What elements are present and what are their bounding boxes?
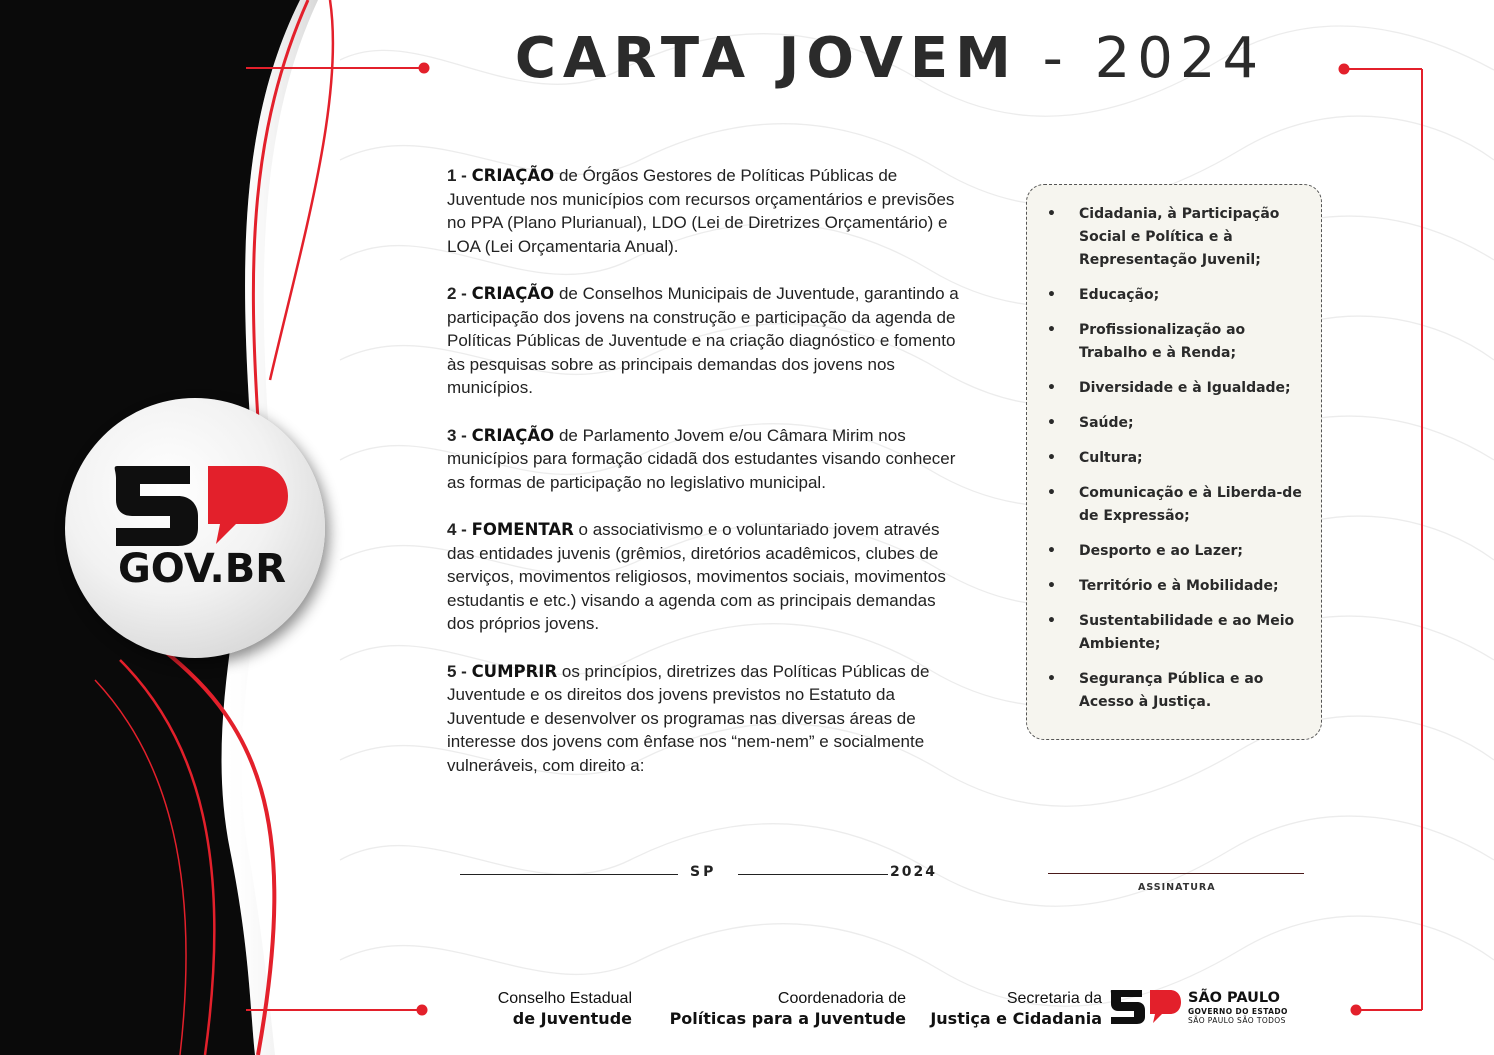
title-year: 2024 [1094, 26, 1266, 91]
footer-org-line-strong: de Juventude [512, 1009, 632, 1028]
footer-org-line: Secretaria da [1006, 990, 1102, 1007]
list-item [1047, 377, 1311, 400]
paragraph-2 [447, 282, 967, 400]
paragraph-keyword: CRIAÇÃO [471, 425, 555, 445]
list-item [1047, 284, 1311, 307]
paragraph-keyword: CRIAÇÃO [471, 284, 555, 303]
bullet-icon: • [1047, 287, 1056, 303]
gov-br-logo-text: GOV.BR [117, 546, 287, 592]
sp-government-logo-icon [1110, 990, 1182, 1024]
paragraph-text: o associativismo e o voluntariado jovem através das entidades juvenis (grêmios, diretórios acadêmicos, clubes de serviços, movimentos religiosos, movimentos sociais, movimentos estudantis e etc.) visando a agenda com as principais demandas dos próprios jovens. [447, 520, 946, 633]
footer-org-conselho [470, 989, 632, 1029]
paragraph-number: 5 - [447, 661, 467, 681]
footer-org-line-strong: Políticas para a Juventude [669, 1009, 906, 1028]
paragraph-keyword: FOMENTAR [471, 520, 574, 539]
list-item-text: Desporto e ao Lazer; [1079, 543, 1244, 559]
list-item [1047, 482, 1311, 528]
paragraph-text: os princípios, diretrizes das Políticas Públicas de Juventude e os direitos dos jovens previstos no Estatuto da Juventude e desenvolver os programas nas diversas áreas de interesse dos jovens com ênfase nos “nem-nem” e socialmente vulneráveis, com direito a: [447, 661, 930, 775]
bullet-icon: • [1047, 415, 1056, 431]
list-item-text: Território e à Mobilidade; [1079, 578, 1279, 594]
list-item-text: Cultura; [1079, 450, 1143, 466]
bullet-icon: • [1047, 206, 1056, 222]
paragraph-keyword: CRIAÇÃO [471, 166, 555, 185]
paragraph-number: 4 - [447, 520, 467, 539]
paragraph-number: 2 - [447, 284, 467, 303]
paragraph-text: de Parlamento Jovem e/ou Câmara Mirim nos municípios para formação cidadã dos estudantes visando conhecer as formas de participação no legislativo municipal. [447, 425, 956, 492]
paragraph-number: 3 - [447, 425, 467, 445]
page-title [380, 26, 1400, 91]
list-item [1047, 412, 1311, 435]
bullet-icon: • [1047, 322, 1056, 338]
paragraph-keyword: CUMPRIR [471, 661, 558, 681]
sp-brand-text [1188, 990, 1288, 1025]
title-separator: - [1042, 26, 1070, 91]
brand-name: SÃO PAULO [1188, 990, 1280, 1006]
bullet-icon: • [1047, 578, 1056, 594]
bullet-icon: • [1047, 613, 1056, 629]
list-item [1047, 447, 1311, 470]
rights-list-panel [1026, 184, 1322, 740]
footer-org-line: Conselho Estadual [497, 990, 632, 1007]
list-item-text: Sustentabilidade e ao Meio Ambiente; [1079, 613, 1295, 652]
date-line [738, 874, 888, 875]
brand-subtitle: GOVERNO DO ESTADO [1188, 1007, 1288, 1016]
footer-org-line-strong: Justiça e Cidadania [930, 1009, 1102, 1028]
paragraph-5 [447, 660, 967, 778]
paragraph-number: 1 - [447, 166, 467, 185]
rights-list [1027, 185, 1321, 714]
footer-org-secretaria [920, 989, 1102, 1029]
signature-year: 2024 [890, 864, 937, 880]
bullet-icon: • [1047, 450, 1056, 466]
bullet-icon: • [1047, 485, 1056, 501]
signature-line [1048, 873, 1304, 874]
footer-org-line: Coordenadoria de [777, 990, 906, 1007]
list-item-text: Diversidade e à Igualdade; [1079, 380, 1291, 396]
list-item-text: Profissionalização ao Trabalho e à Renda; [1079, 322, 1246, 361]
bullet-icon: • [1047, 380, 1056, 396]
brand-slogan: SÃO PAULO SÃO TODOS [1188, 1016, 1286, 1025]
list-item [1047, 668, 1311, 714]
list-item-text: Comunicação e à Liberda-de de Expressão; [1079, 485, 1302, 524]
paragraph-3 [447, 424, 967, 495]
list-item [1047, 575, 1311, 598]
title-main: CARTA JOVEM [514, 26, 1018, 91]
list-item-text: Segurança Pública e ao Acesso à Justiça. [1079, 671, 1264, 710]
signature-place: SP [690, 864, 717, 880]
paragraph-1 [447, 164, 967, 258]
sp-logo-icon [112, 466, 292, 546]
signature-label: ASSINATURA [1138, 882, 1216, 893]
list-item [1047, 610, 1311, 656]
bullet-icon: • [1047, 671, 1056, 687]
bullet-icon: • [1047, 543, 1056, 559]
list-item [1047, 319, 1311, 365]
place-line [460, 874, 678, 875]
paragraph-text: de Órgãos Gestores de Políticas Públicas de Juventude nos municípios com recursos orçamentários e previsões no PPA (Plano Plurianual), LDO (Lei de Diretrizes Orçamentário) e LOA (Lei Orçamentaria Anual). [447, 166, 955, 256]
list-item [1047, 203, 1311, 272]
letter-paragraphs [447, 164, 967, 801]
paragraph-text: de Conselhos Municipais de Juventude, garantindo a participação dos jovens na construção e participação da agenda de Políticas Públicas de Juventude e na criação diagnóstico e fomento às pesquisas sobre as principais demandas dos jovens nos municípios. [447, 284, 959, 397]
list-item-text: Saúde; [1079, 415, 1134, 431]
list-item-text: Cidadania, à Participação Social e Política e à Representação Juvenil; [1079, 206, 1280, 268]
list-item [1047, 540, 1311, 563]
paragraph-4 [447, 518, 967, 636]
list-item-text: Educação; [1079, 287, 1160, 303]
footer-org-coordenadoria [650, 989, 906, 1029]
